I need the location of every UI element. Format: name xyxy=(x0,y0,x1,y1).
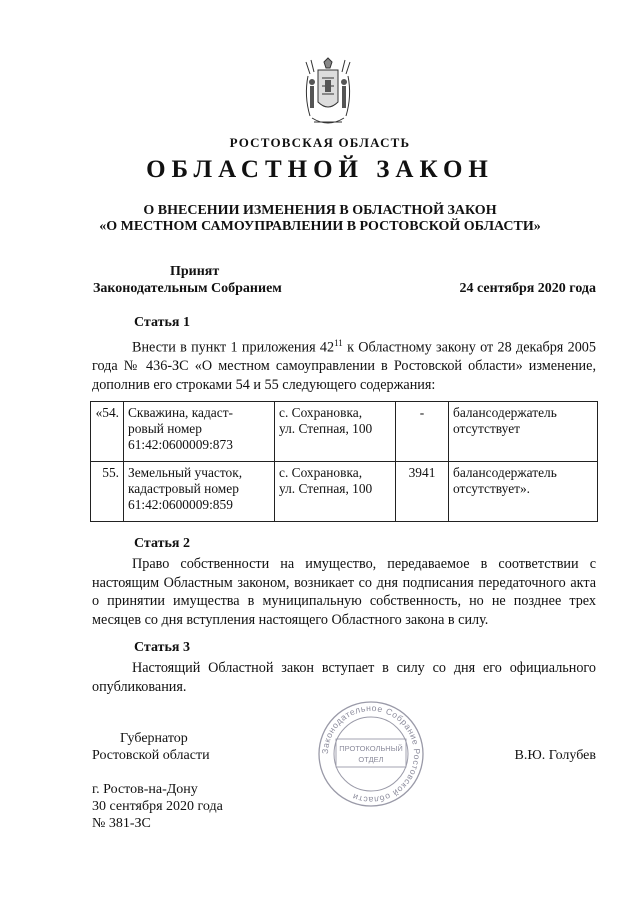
holder-line: балансодержатель xyxy=(453,465,557,480)
items-table xyxy=(90,401,598,522)
row-area: - xyxy=(396,402,449,462)
row-area: 3941 xyxy=(396,462,449,522)
law-title-line1: О ВНЕСЕНИИ ИЗМЕНЕНИЯ В ОБЛАСТНОЙ ЗАКОН xyxy=(143,203,497,218)
law-number: № 381-ЗС xyxy=(92,816,151,831)
signatory-title-line1: Губернатор xyxy=(120,731,188,746)
addr-line: ул. Степная, 100 xyxy=(279,481,373,496)
signing-place: г. Ростов-на-Дону xyxy=(92,782,198,797)
holder-line: балансодержатель xyxy=(453,405,557,420)
signatory-title-line2: Ростовской области xyxy=(92,748,210,763)
stamp-center-line2: ОТДЕЛ xyxy=(358,755,384,764)
desc-line: ровый номер xyxy=(128,421,202,436)
document-type: ОБЛАСТНОЙ ЗАКОН xyxy=(146,156,494,183)
svg-text:Законодательное Собрание Росто xyxy=(320,703,422,805)
row-number: «54. xyxy=(91,402,124,462)
article-3-title: Статья 3 xyxy=(134,640,190,655)
row-address xyxy=(275,462,396,522)
desc-line: кадастровый номер xyxy=(128,481,239,496)
table-row xyxy=(91,402,598,462)
article-1-text-a: Внести в пункт 1 приложения 42 xyxy=(132,339,335,356)
holder-line: отсутствует xyxy=(453,421,520,436)
stamp-ring-text: Законодательное Собрание Ростовской области xyxy=(319,702,423,806)
coat-of-arms-emblem xyxy=(302,56,354,132)
article-1-text-b: к Областному закону от 28 декабря 2005 года № 436-ЗС «О местном самоуправлении в Ростовской области» изменение, дополнив его строками 54 и 55 следующего содержания: xyxy=(92,339,596,393)
row-address xyxy=(275,402,396,462)
row-holder xyxy=(449,402,598,462)
row-description xyxy=(124,402,275,462)
cadastral-number: 61:42:0600009:859 xyxy=(128,497,233,512)
article-2-text: Право собственности на имущество, передаваемое в соответствии с настоящим Областным законом, возникает со дня подписания передаточного акта о принятии имущества в муниципальную собственность, но не позднее трех месяцев со дня вступления настоящего Областного закона в силу. xyxy=(92,556,596,628)
desc-line: Скважина, кадаст- xyxy=(128,405,234,420)
holder-line: отсутствует». xyxy=(453,481,531,496)
addr-line: с. Сохрановка, xyxy=(279,405,363,420)
desc-line: Земельный участок, xyxy=(128,465,243,480)
article-3-text: Настоящий Областной закон вступает в силу со дня его официального опубликования. xyxy=(92,660,596,695)
row-holder xyxy=(449,462,598,522)
adopted-label: Принят xyxy=(170,264,220,279)
table-row xyxy=(91,462,598,522)
cadastral-number: 61:42:0600009:873 xyxy=(128,437,233,452)
annex-superscript: 11 xyxy=(334,338,343,348)
addr-line: с. Сохрановка, xyxy=(279,465,363,480)
law-title-line2: «О МЕСТНОМ САМОУПРАВЛЕНИИ В РОСТОВСКОЙ ОБЛАСТИ» xyxy=(99,219,541,234)
article-1-text xyxy=(92,334,596,394)
article-1-title: Статья 1 xyxy=(134,315,190,330)
stamp-center-line1: ПРОТОКОЛЬНЫЙ xyxy=(339,744,403,753)
article-2-title: Статья 2 xyxy=(134,536,190,551)
addr-line: ул. Степная, 100 xyxy=(279,421,373,436)
region-name: РОСТОВСКАЯ ОБЛАСТЬ xyxy=(229,135,411,150)
row-number: 55. xyxy=(91,462,124,522)
signatory-name: В.Ю. Голубев xyxy=(514,748,596,763)
signing-date: 30 сентября 2020 года xyxy=(92,799,223,814)
official-stamp xyxy=(316,699,426,809)
row-description xyxy=(124,462,275,522)
adopted-by: Законодательным Собранием xyxy=(93,281,282,296)
adoption-date: 24 сентября 2020 года xyxy=(459,281,596,296)
